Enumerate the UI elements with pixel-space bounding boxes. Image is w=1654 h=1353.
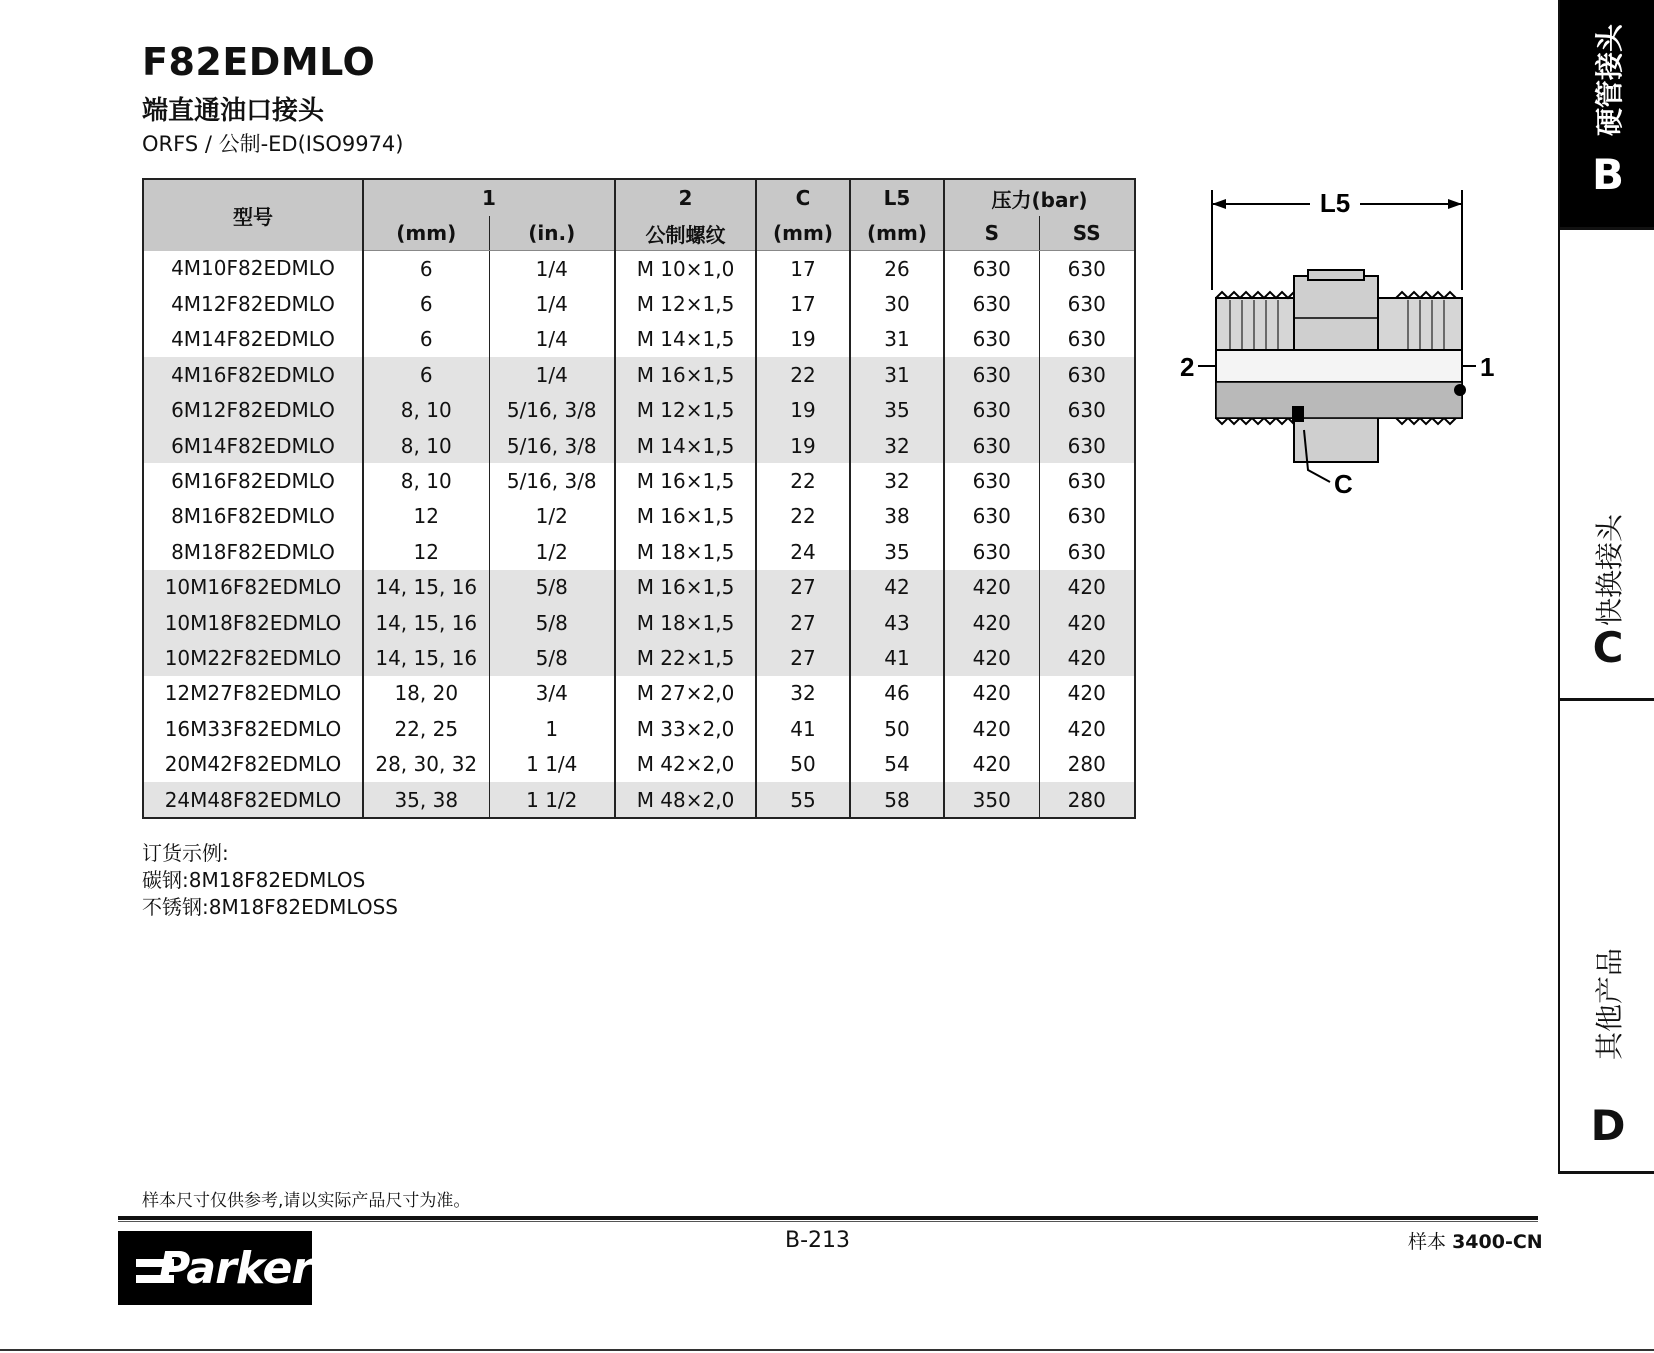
cell-tube-mm: 6 [363,286,489,321]
cell-c: 17 [756,251,850,287]
spec-line: ORFS / 公制-ED(ISO9974) [142,132,404,156]
cell-thread: M 12×1,5 [615,286,756,321]
ordering-heading: 订货示例: [142,841,229,865]
cell-l5: 30 [850,286,944,321]
catalog-code: 3400-CN [1452,1231,1543,1253]
cell-model: 8M18F82EDMLO [144,534,363,569]
table-row [144,428,1134,463]
cell-thread: M 42×2,0 [615,746,756,781]
cell-l5: 38 [850,499,944,534]
cell-model: 4M14F82EDMLO [144,322,363,357]
cell-tube-mm: 12 [363,499,489,534]
table-row [144,357,1134,392]
cell-pressure-s: 630 [944,534,1039,569]
cell-model: 8M16F82EDMLO [144,499,363,534]
label-port-2: 2 [1180,352,1195,382]
cell-pressure-s: 420 [944,640,1039,675]
cell-tube-mm: 35, 38 [363,782,489,817]
table-row [144,499,1134,534]
cell-c: 27 [756,605,850,640]
cell-tube-in: 5/16, 3/8 [489,428,615,463]
cell-thread: M 16×1,5 [615,570,756,605]
cell-c: 19 [756,428,850,463]
cell-c: 55 [756,782,850,817]
cell-c: 27 [756,570,850,605]
cell-l5: 42 [850,570,944,605]
cell-model: 16M33F82EDMLO [144,711,363,746]
cell-tube-mm: 6 [363,357,489,392]
cell-pressure-s: 420 [944,570,1039,605]
table-row [144,534,1134,569]
disclaimer: 样本尺寸仅供参考,请以实际产品尺寸为准。 [142,1191,471,1211]
cell-pressure-s: 420 [944,676,1039,711]
cell-c: 19 [756,322,850,357]
cell-c: 50 [756,746,850,781]
cell-tube-mm: 14, 15, 16 [363,570,489,605]
label-c: C [1334,469,1353,499]
cell-thread: M 22×1,5 [615,640,756,675]
tab-c[interactable] [1560,230,1654,701]
header-s: S [944,216,1039,251]
cell-tube-mm: 28, 30, 32 [363,746,489,781]
table-row [144,782,1134,817]
label-l5: L5 [1319,188,1351,218]
cell-c: 22 [756,499,850,534]
cell-l5: 35 [850,534,944,569]
cell-thread: M 18×1,5 [615,605,756,640]
cell-l5: 26 [850,251,944,287]
cell-tube-mm: 6 [363,251,489,287]
cell-pressure-ss: 630 [1067,256,1106,281]
cell-thread: M 14×1,5 [615,428,756,463]
cell-model: 6M12F82EDMLO [144,393,363,428]
cell-l5: 35 [850,393,944,428]
cell-pressure-s: 630 [944,393,1039,428]
cell-pressure-ss: 630 [1067,539,1106,564]
logo-text: Parker [158,1243,313,1294]
cell-thread: M 16×1,5 [615,357,756,392]
cell-thread: M 14×1,5 [615,322,756,357]
tab-b-label: 硬管接头 [1593,23,1626,137]
cell-pressure-s: 630 [944,251,1039,287]
cell-model: 24M48F82EDMLO [144,782,363,817]
cell-tube-in: 1/4 [489,357,615,392]
tab-c-label: 快换接头 [1593,513,1626,627]
cell-thread: M 16×1,5 [615,463,756,498]
cell-tube-in: 5/8 [489,570,615,605]
cell-pressure-s: 630 [944,428,1039,463]
catalog-prefix: 样本 [1408,1231,1447,1253]
tab-c-letter: C [1592,623,1624,672]
tab-d-letter: D [1590,1101,1626,1150]
cell-model: 4M16F82EDMLO [144,357,363,392]
cell-thread: M 27×2,0 [615,676,756,711]
cell-pressure-ss: 420 [1039,570,1134,605]
cell-pressure-s: 420 [944,746,1039,781]
footer-rule-thin [118,1221,1538,1222]
cell-model: 4M10F82EDMLO [144,251,363,287]
cell-tube-in: 1 1/2 [489,782,615,817]
header-col2-sub: 公制螺纹 [615,216,756,251]
cell-pressure-s: 420 [944,711,1039,746]
cell-tube-mm: 6 [363,322,489,357]
cell-c: 22 [756,463,850,498]
table-row [144,286,1134,321]
table-row [144,676,1134,711]
header-l5-sub: (mm) [850,216,944,251]
table-row [144,393,1134,428]
cell-thread: M 10×1,0 [615,251,756,287]
cell-tube-in: 5/8 [489,605,615,640]
cell-model: 10M16F82EDMLO [144,570,363,605]
header-col1-in: (in.) [489,216,615,251]
cell-model: 20M42F82EDMLO [144,746,363,781]
cell-pressure-ss: 420 [1039,605,1134,640]
header-ss: SS [1039,216,1134,251]
cell-c: 41 [756,711,850,746]
tab-d-label: 其他产品 [1593,947,1626,1061]
cell-thread: M 12×1,5 [615,393,756,428]
cell-c: 27 [756,640,850,675]
cell-l5: 43 [850,605,944,640]
cell-thread: M 18×1,5 [615,534,756,569]
cell-pressure-ss: 630 [1067,504,1106,529]
cell-l5: 31 [850,322,944,357]
cell-pressure-ss: 420 [1039,640,1134,675]
header-col1: 1 [363,180,615,216]
cell-pressure-s: 350 [944,782,1039,817]
cell-tube-mm: 8, 10 [363,393,489,428]
cell-tube-in: 1/4 [489,251,615,287]
header-col1-mm: (mm) [363,216,489,251]
cell-tube-mm: 14, 15, 16 [363,640,489,675]
cell-tube-in: 5/16, 3/8 [489,393,615,428]
fitting-diagram [1170,180,1510,510]
cell-thread: M 48×2,0 [615,782,756,817]
cell-model: 4M12F82EDMLO [144,286,363,321]
header-pressure: 压力(bar) [944,180,1134,216]
cell-tube-in: 1/4 [489,322,615,357]
section-tabs [1558,0,1654,1174]
cell-c: 19 [756,393,850,428]
table-row [144,251,1134,287]
cell-tube-in: 3/4 [489,676,615,711]
cell-l5: 32 [850,428,944,463]
cell-model: 6M16F82EDMLO [144,463,363,498]
table-row [144,640,1134,675]
catalog-number [1408,1227,1543,1254]
header-c-sub: (mm) [756,216,850,251]
table-row [144,605,1134,640]
tab-d[interactable] [1560,701,1654,1174]
footer-rule [118,1216,1538,1220]
cell-pressure-ss: 630 [1039,393,1134,428]
cell-c: 17 [756,286,850,321]
parker-logo [118,1231,312,1305]
cell-model: 12M27F82EDMLO [144,676,363,711]
cell-c: 32 [756,676,850,711]
table-row [144,463,1134,498]
cell-tube-in: 1 [489,711,615,746]
cell-l5: 32 [850,463,944,498]
cell-tube-mm: 8, 10 [363,463,489,498]
table-row [144,570,1134,605]
cell-pressure-ss: 630 [1039,428,1134,463]
cell-pressure-s: 420 [944,605,1039,640]
page-number: B-213 [785,1228,851,1253]
cell-tube-mm: 8, 10 [363,428,489,463]
cell-l5: 41 [850,640,944,675]
header-l5: L5 [850,180,944,216]
cell-tube-in: 5/8 [489,640,615,675]
label-port-1: 1 [1480,352,1495,382]
cell-tube-in: 1/4 [489,286,615,321]
cell-model: 10M18F82EDMLO [144,605,363,640]
cell-pressure-s: 630 [944,322,1039,357]
cell-pressure-s: 630 [944,357,1039,392]
cell-c: 24 [756,534,850,569]
cell-pressure-ss: 420 [1067,681,1106,706]
cell-thread: M 33×2,0 [615,711,756,746]
cell-c: 22 [756,357,850,392]
cell-pressure-ss: 630 [1067,327,1106,352]
cell-l5: 31 [850,357,944,392]
cell-l5: 58 [850,782,944,817]
header-model: 型号 [144,180,363,251]
header-c: C [756,180,850,216]
cell-tube-mm: 14, 15, 16 [363,605,489,640]
cell-tube-in: 1/2 [489,534,615,569]
tab-b-letter: B [1591,150,1624,199]
cell-pressure-s: 630 [944,499,1039,534]
bottom-line [0,1349,1654,1351]
table-row [144,746,1134,781]
ordering-stainless: 不锈钢:8M18F82EDMLOSS [142,895,398,919]
table-row [144,322,1134,357]
cell-pressure-ss: 630 [1039,357,1134,392]
cell-tube-mm: 22, 25 [363,711,489,746]
page-subtitle: 端直通油口接头 [142,96,325,126]
cell-tube-in: 1 1/4 [489,746,615,781]
cell-l5: 46 [850,676,944,711]
tab-b[interactable] [1560,0,1654,230]
cell-l5: 50 [850,711,944,746]
cell-pressure-ss: 280 [1039,782,1134,817]
cell-thread: M 16×1,5 [615,499,756,534]
cell-pressure-s: 630 [944,463,1039,498]
cell-tube-mm: 12 [363,534,489,569]
ordering-example [142,840,398,921]
dimension-table [142,178,1136,819]
cell-pressure-ss: 420 [1067,716,1106,741]
cell-pressure-ss: 630 [1067,292,1106,317]
cell-tube-in: 5/16, 3/8 [489,463,615,498]
cell-pressure-ss: 630 [1067,469,1106,494]
cell-l5: 54 [850,746,944,781]
cell-pressure-ss: 280 [1067,752,1106,777]
cell-tube-in: 1/2 [489,499,615,534]
cell-model: 10M22F82EDMLO [144,640,363,675]
table-row [144,711,1134,746]
cell-model: 6M14F82EDMLO [144,428,363,463]
cell-tube-mm: 18, 20 [363,676,489,711]
cell-pressure-s: 630 [944,286,1039,321]
ordering-carbon: 碳钢:8M18F82EDMLOS [142,868,366,892]
page-title: F82EDMLO [142,40,376,84]
header-col2: 2 [615,180,756,216]
